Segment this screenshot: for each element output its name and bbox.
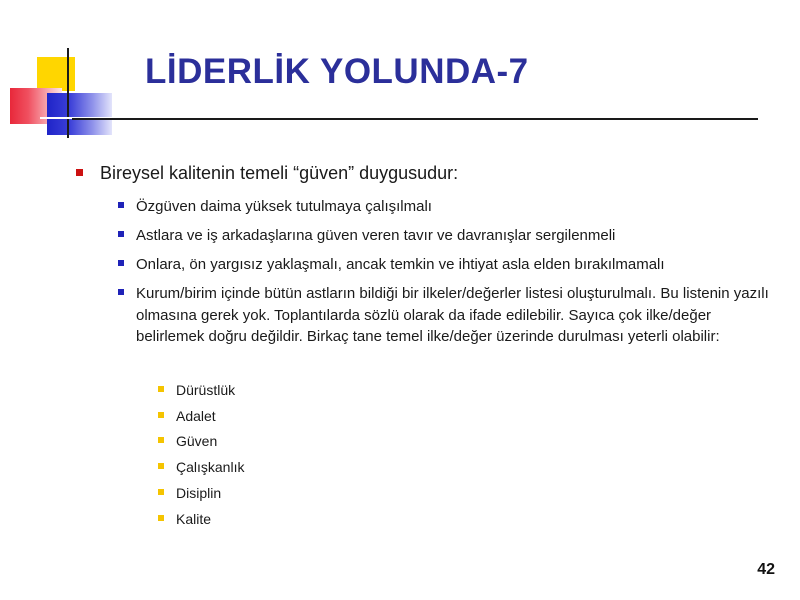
main-bullet-text: Bireysel kalitenin temeli “güven” duygusudur: — [100, 163, 459, 183]
bullet-square-yellow-icon — [158, 489, 164, 495]
bullet-square-yellow-icon — [158, 463, 164, 469]
sub-bullet-text: Onlara, ön yargısız yaklaşmalı, ancak temkin ve ihtiyat asla elden bırakılmamalı — [136, 256, 665, 273]
value-item-text: Dürüstlük — [176, 382, 236, 398]
value-item — [176, 511, 211, 527]
value-item-text: Güven — [176, 433, 218, 449]
logo-yellow-square — [37, 57, 75, 91]
bullet-square-blue-icon — [118, 289, 124, 295]
value-item — [176, 459, 244, 475]
logo-vertical-line — [67, 48, 69, 138]
sub-bullet-text: Astlara ve iş arkadaşlarına güven veren tavır ve davranışlar sergilenmeli — [136, 227, 616, 244]
bullet-square-blue-icon — [118, 231, 124, 237]
bullet-square-yellow-icon — [158, 437, 164, 443]
value-item — [176, 382, 235, 398]
sub-bullet — [136, 283, 776, 348]
value-item-text: Disiplin — [176, 485, 222, 501]
sub-bullet — [136, 254, 776, 276]
title-divider — [72, 118, 758, 120]
sub-bullet-text: Kurum/birim içinde bütün astların bildiği bir ilkeler/değerler listesi oluşturulmalı. Bu listenin yazılı olmasına gerek yok. Toplantılarda sözlü olarak da ifade edilebilir. Sayıca çok ilke/değer belirlemek doğru değildir. Birkaç tane temel ilke/değer üzerinde durulması yeterli olabilir: — [136, 285, 769, 345]
main-bullet — [100, 163, 760, 184]
value-item — [176, 433, 217, 449]
value-item-text: Kalite — [176, 511, 212, 527]
bullet-square-blue-icon — [118, 260, 124, 266]
bullet-square-red-icon — [76, 169, 83, 176]
logo-blue-gradient — [47, 93, 112, 135]
sub-bullet-text: Özgüven daima yüksek tutulmaya çalışılmalı — [136, 198, 432, 215]
slide-title: LİDERLİK YOLUNDA-7 — [145, 52, 529, 91]
bullet-square-yellow-icon — [158, 412, 164, 418]
bullet-square-blue-icon — [118, 202, 124, 208]
sub-bullet — [136, 225, 776, 247]
page-number: 42 — [757, 561, 775, 578]
bullet-square-yellow-icon — [158, 386, 164, 392]
value-item — [176, 485, 221, 501]
sub-bullet — [136, 196, 776, 218]
value-item — [176, 408, 216, 424]
value-item-text: Adalet — [176, 408, 216, 424]
bullet-square-yellow-icon — [158, 515, 164, 521]
value-item-text: Çalışkanlık — [176, 459, 245, 475]
